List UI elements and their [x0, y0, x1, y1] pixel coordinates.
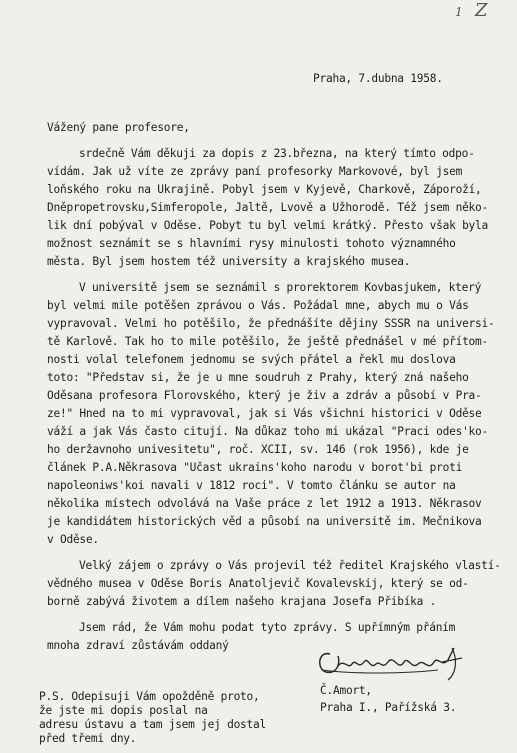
- body-line: ze!" Hned na to mi vypravoval, jak si Vás všichni historici v Oděse: [47, 407, 482, 420]
- body-line: článek P.A.Někrasova "Učast ukrains'koho narodu v borot'bi proti: [47, 461, 463, 474]
- body-line: Jsem rád, že Vám mohu podat tyto zprávy. S upřímným přáním: [79, 621, 456, 634]
- archive-mark-2: Z: [475, 0, 488, 21]
- body-line: váží a jak Vás často citují. Na důkaz toho mi ukázal "Praci odes'ko-: [47, 425, 489, 438]
- letter-date: Praha, 7.dubna 1958.: [313, 72, 443, 85]
- body-line: loňského roku na Ukrajině. Pobyl jsem v Kyjevě, Charkově, Záporoží,: [47, 183, 482, 196]
- body-line: toto: "Představ si, že je u mne soudruh z Prahy, který zná našeho: [47, 371, 469, 384]
- body-line: mnoha zdraví zůstávám oddaný: [47, 639, 229, 652]
- body-line: vídám. Jak už víte ze zprávy paní profesorky Markovové, byl jsem: [47, 165, 463, 178]
- postscript-line: že jste mi dopis poslal na: [39, 704, 208, 717]
- salutation: Vážený pane profesore,: [47, 121, 190, 134]
- postscript-line: P.S. Odepisuji Vám opožděně proto,: [39, 690, 260, 703]
- body-line: v Oděse.: [47, 533, 99, 546]
- body-line: vědného musea v Oděse Boris Anatoljevič Kovalevskij, který se od-: [47, 577, 469, 590]
- body-line: města. Byl jsem hostem též university a krajského musea.: [47, 255, 411, 268]
- body-line: Oděsana profesora Florovského, který je živ a zdráv a působí v Pra-: [47, 389, 482, 402]
- handwritten-signature: [312, 640, 472, 682]
- postscript-line: před třemi dny.: [39, 732, 137, 745]
- body-line: napoleoniws'koi navali v 1812 roci". V tomto článku se autor na: [47, 479, 456, 492]
- body-line: několika místech odvolává na Vaše práce z let 1912 a 1913. Někrasov: [47, 497, 482, 510]
- signature-address: Praha I., Pařížská 3.: [320, 701, 457, 714]
- postscript-line: adresu ústavu a tam jsem jej dostal: [39, 718, 266, 731]
- body-line: byl velmi mile potěšen zprávou o Vás. Požádal mne, abych mu o Vás: [47, 299, 469, 312]
- body-line: srdečně Vám děkuji za dopis z 23.března, na který tímto odpo-: [79, 147, 475, 160]
- body-line: možnost seznámit se s hlavními rysy minulosti tohoto významného: [47, 237, 456, 250]
- body-line: tě Karlově. Tak ho to mile potěšilo, že ještě přednášel v mé přítom-: [47, 335, 489, 348]
- signature-name: Č.Amort,: [320, 684, 372, 697]
- body-line: Dněpropetrovsku,Simferopole, Jaltě, Lvově a Užhorodě. Též jsem něko-: [47, 201, 489, 214]
- archive-mark: 1: [455, 5, 463, 19]
- body-line: V universitě jsem se seznámil s prorektorem Kovbasjukem, který: [79, 281, 482, 294]
- body-line: ho deržavnoho univesitetu", roč. XCII, sv. 146 (rok 1956), kde je: [47, 443, 469, 456]
- body-line: lik dní pobýval v Oděse. Pobyt tu byl velmi krátký. Přesto však byla: [47, 219, 489, 232]
- body-line: je kandidátem historických věd a působí na universitě im. Mečnikova: [47, 515, 482, 528]
- body-line: nosti volal telefonem jednomu se svých přátel a řekl mu doslova: [47, 353, 456, 366]
- body-line: borně zabývá životem a dílem našeho krajana Josefa Přibíka .: [47, 595, 437, 608]
- body-line: vypravoval. Velmi ho potěšilo, že přednášíte dějiny SSSR na universi-: [47, 317, 495, 330]
- body-line: Velký zájem o zprávy o Vás projevil též ředitel Krajského vlastí-: [79, 559, 501, 572]
